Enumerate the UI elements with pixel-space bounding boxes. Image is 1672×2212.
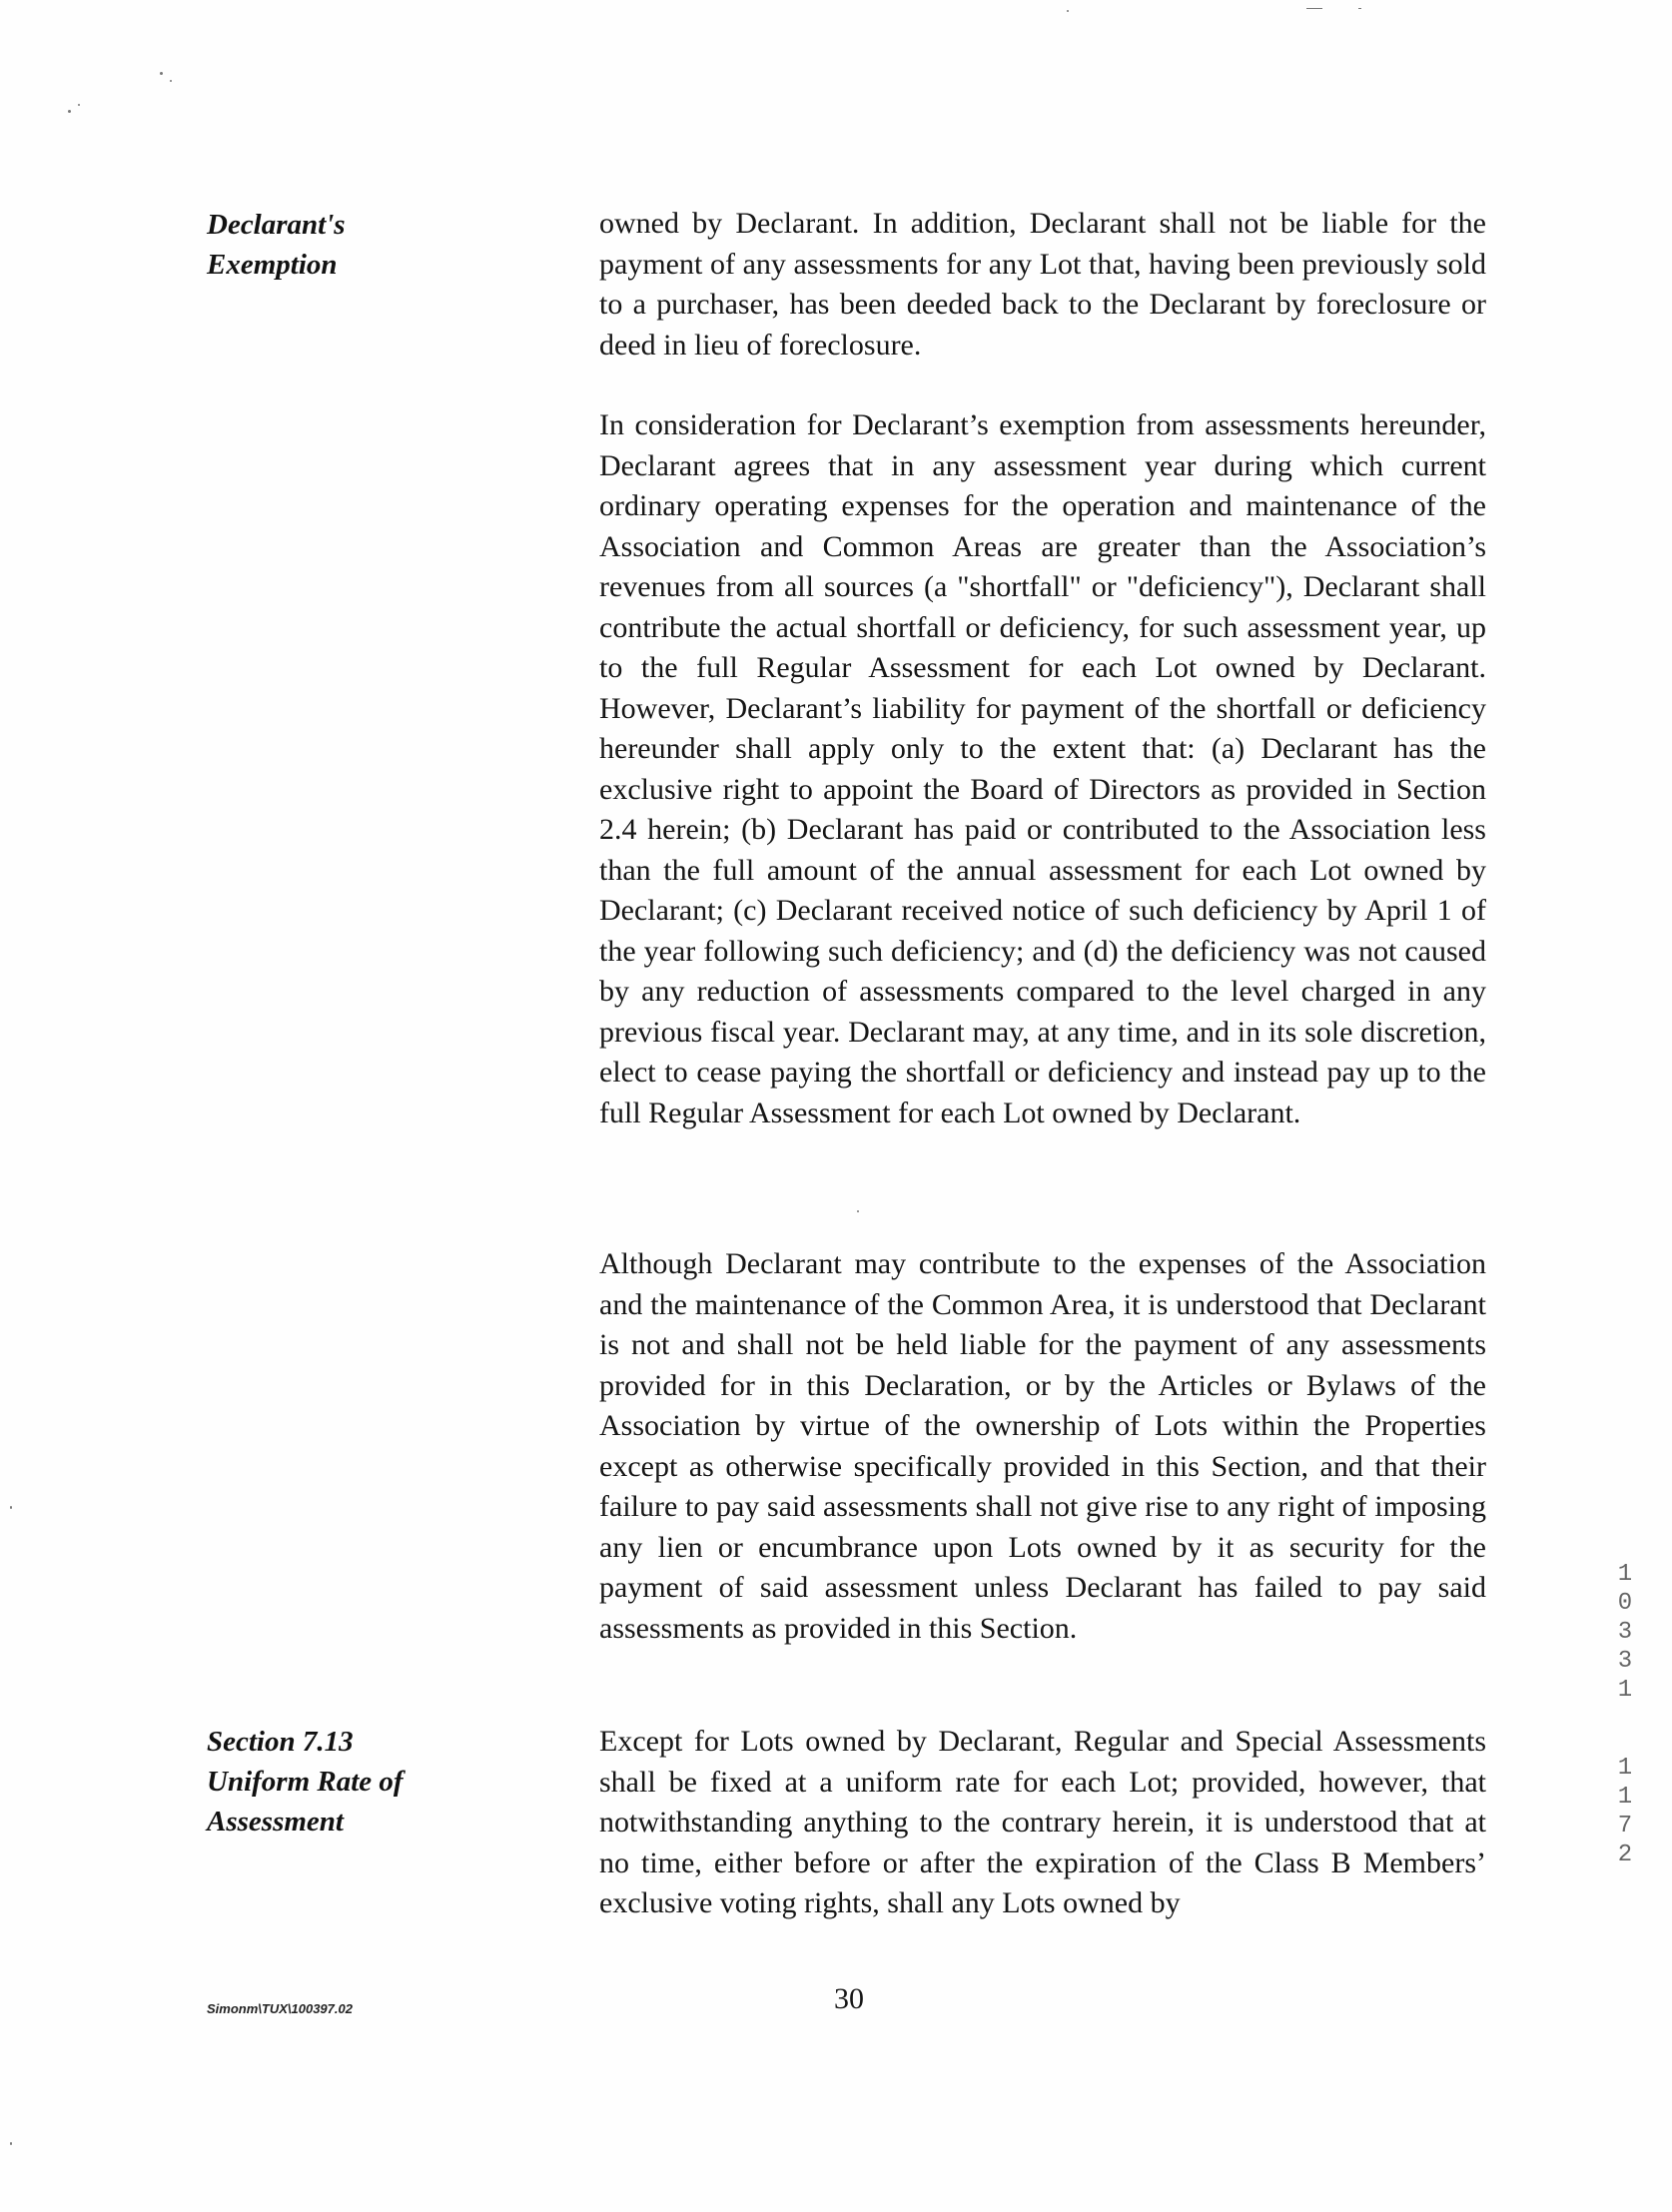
margin-stamp-lower <box>1612 1754 1638 1869</box>
stamp-digit: 1 <box>1617 1677 1633 1704</box>
paragraph-text: Although Declarant may contribute to the expenses of the Association and the maintenance of the Common Area, it is understood that Declarant is not and shall not be held liable for the payment of any assessments provided for in this Declaration, or by the Articles or Bylaws of the Association by virtue of the ownership of Lots within the Properties except as otherwise specifically provided in this Section, and that their failure to pay said assessments shall not give rise to any right of imposing any lien or encumbrance upon Lots owned by it as security for the payment of said assessment unless Declarant has failed to pay said assessments as provided in this Section. <box>599 1247 1486 1645</box>
scan-speck <box>1358 8 1361 9</box>
page-number: 30 <box>834 1982 864 2015</box>
file-reference: Simonm\TUX\100397.02 <box>207 2001 353 2016</box>
heading-line: Exemption <box>207 249 338 281</box>
heading-line: Assessment <box>207 1806 344 1838</box>
body-paragraph-3 <box>599 1244 1486 1649</box>
body-paragraph-1 <box>599 204 1486 366</box>
heading-line: Declarant's <box>207 209 346 241</box>
stamp-digit: 1 <box>1617 1561 1633 1588</box>
scan-speck <box>160 72 163 75</box>
paragraph-text: In consideration for Declarant’s exemption from assessments hereunder, Declarant agrees that in any assessment year during which current ordinary operating expenses for the operation and maintenance of the Association and Common Areas are greater than the Association’s revenues from all sources (a "shortfall" or "deficiency"), Declarant shall contribute the actual shortfall or deficiency, for such assessment year, up to the full Regular Assessment for each Lot owned by Declarant. However, Declarant’s liability for payment of the shortfall or deficiency hereunder shall apply only to the extent that: (a) Declarant has the exclusive right to appoint the Board of Directors as provided in Section 2.4 herein; (b) Declarant has paid or contributed to the Association less than the full amount of the annual assessment for each Lot owned by Declarant; (c) Declarant received notice of such deficiency by April 1 of the year following such deficiency; and (d) the deficiency was not caused by any reduction of assessments compared to the level charged in any previous fiscal year. Declarant may, at any time, and in its sole discretion, elect to cease paying the shortfall or deficiency and instead pay up to the full Regular Assessment for each Lot owned by Declarant. <box>599 408 1486 1129</box>
heading-line: Uniform Rate of <box>207 1766 404 1798</box>
scan-speck <box>1306 8 1322 9</box>
margin-stamp-upper <box>1612 1560 1638 1705</box>
stamp-digit: 2 <box>1617 1842 1633 1868</box>
heading-section-7-13 <box>207 1722 466 1842</box>
stamp-digit: 1 <box>1617 1755 1633 1782</box>
stamp-digit: 7 <box>1617 1813 1633 1840</box>
scan-speck <box>78 104 80 106</box>
stamp-digit: 1 <box>1617 1784 1633 1811</box>
scan-speck <box>1067 10 1069 12</box>
heading-declarants-exemption <box>207 205 466 285</box>
stamp-digit: 3 <box>1617 1648 1633 1675</box>
scan-speck <box>857 1210 859 1212</box>
scan-speck <box>68 110 71 113</box>
scan-speck <box>10 1506 12 1509</box>
stamp-digit: 3 <box>1617 1619 1633 1646</box>
paragraph-text: owned by Declarant. In addition, Declarant shall not be liable for the payment of any assessments for any Lot that, having been previously sold to a purchaser, has been deeded back to the Declarant by foreclosure or deed in lieu of foreclosure. <box>599 207 1486 362</box>
stamp-digit: 0 <box>1617 1590 1633 1617</box>
scan-speck <box>170 80 172 82</box>
scan-speck <box>10 2142 12 2145</box>
body-paragraph-2 <box>599 405 1486 1133</box>
heading-line: Section 7.13 <box>207 1726 354 1758</box>
body-paragraph-4 <box>599 1722 1486 1924</box>
paragraph-text: Except for Lots owned by Declarant, Regular and Special Assessments shall be fixed at a uniform rate for each Lot; provided, however, that notwithstanding anything to the contrary herein, it is understood that at no time, either before or after the expiration of the Class B Members’ exclusive voting rights, shall any Lots owned by <box>599 1725 1486 1919</box>
